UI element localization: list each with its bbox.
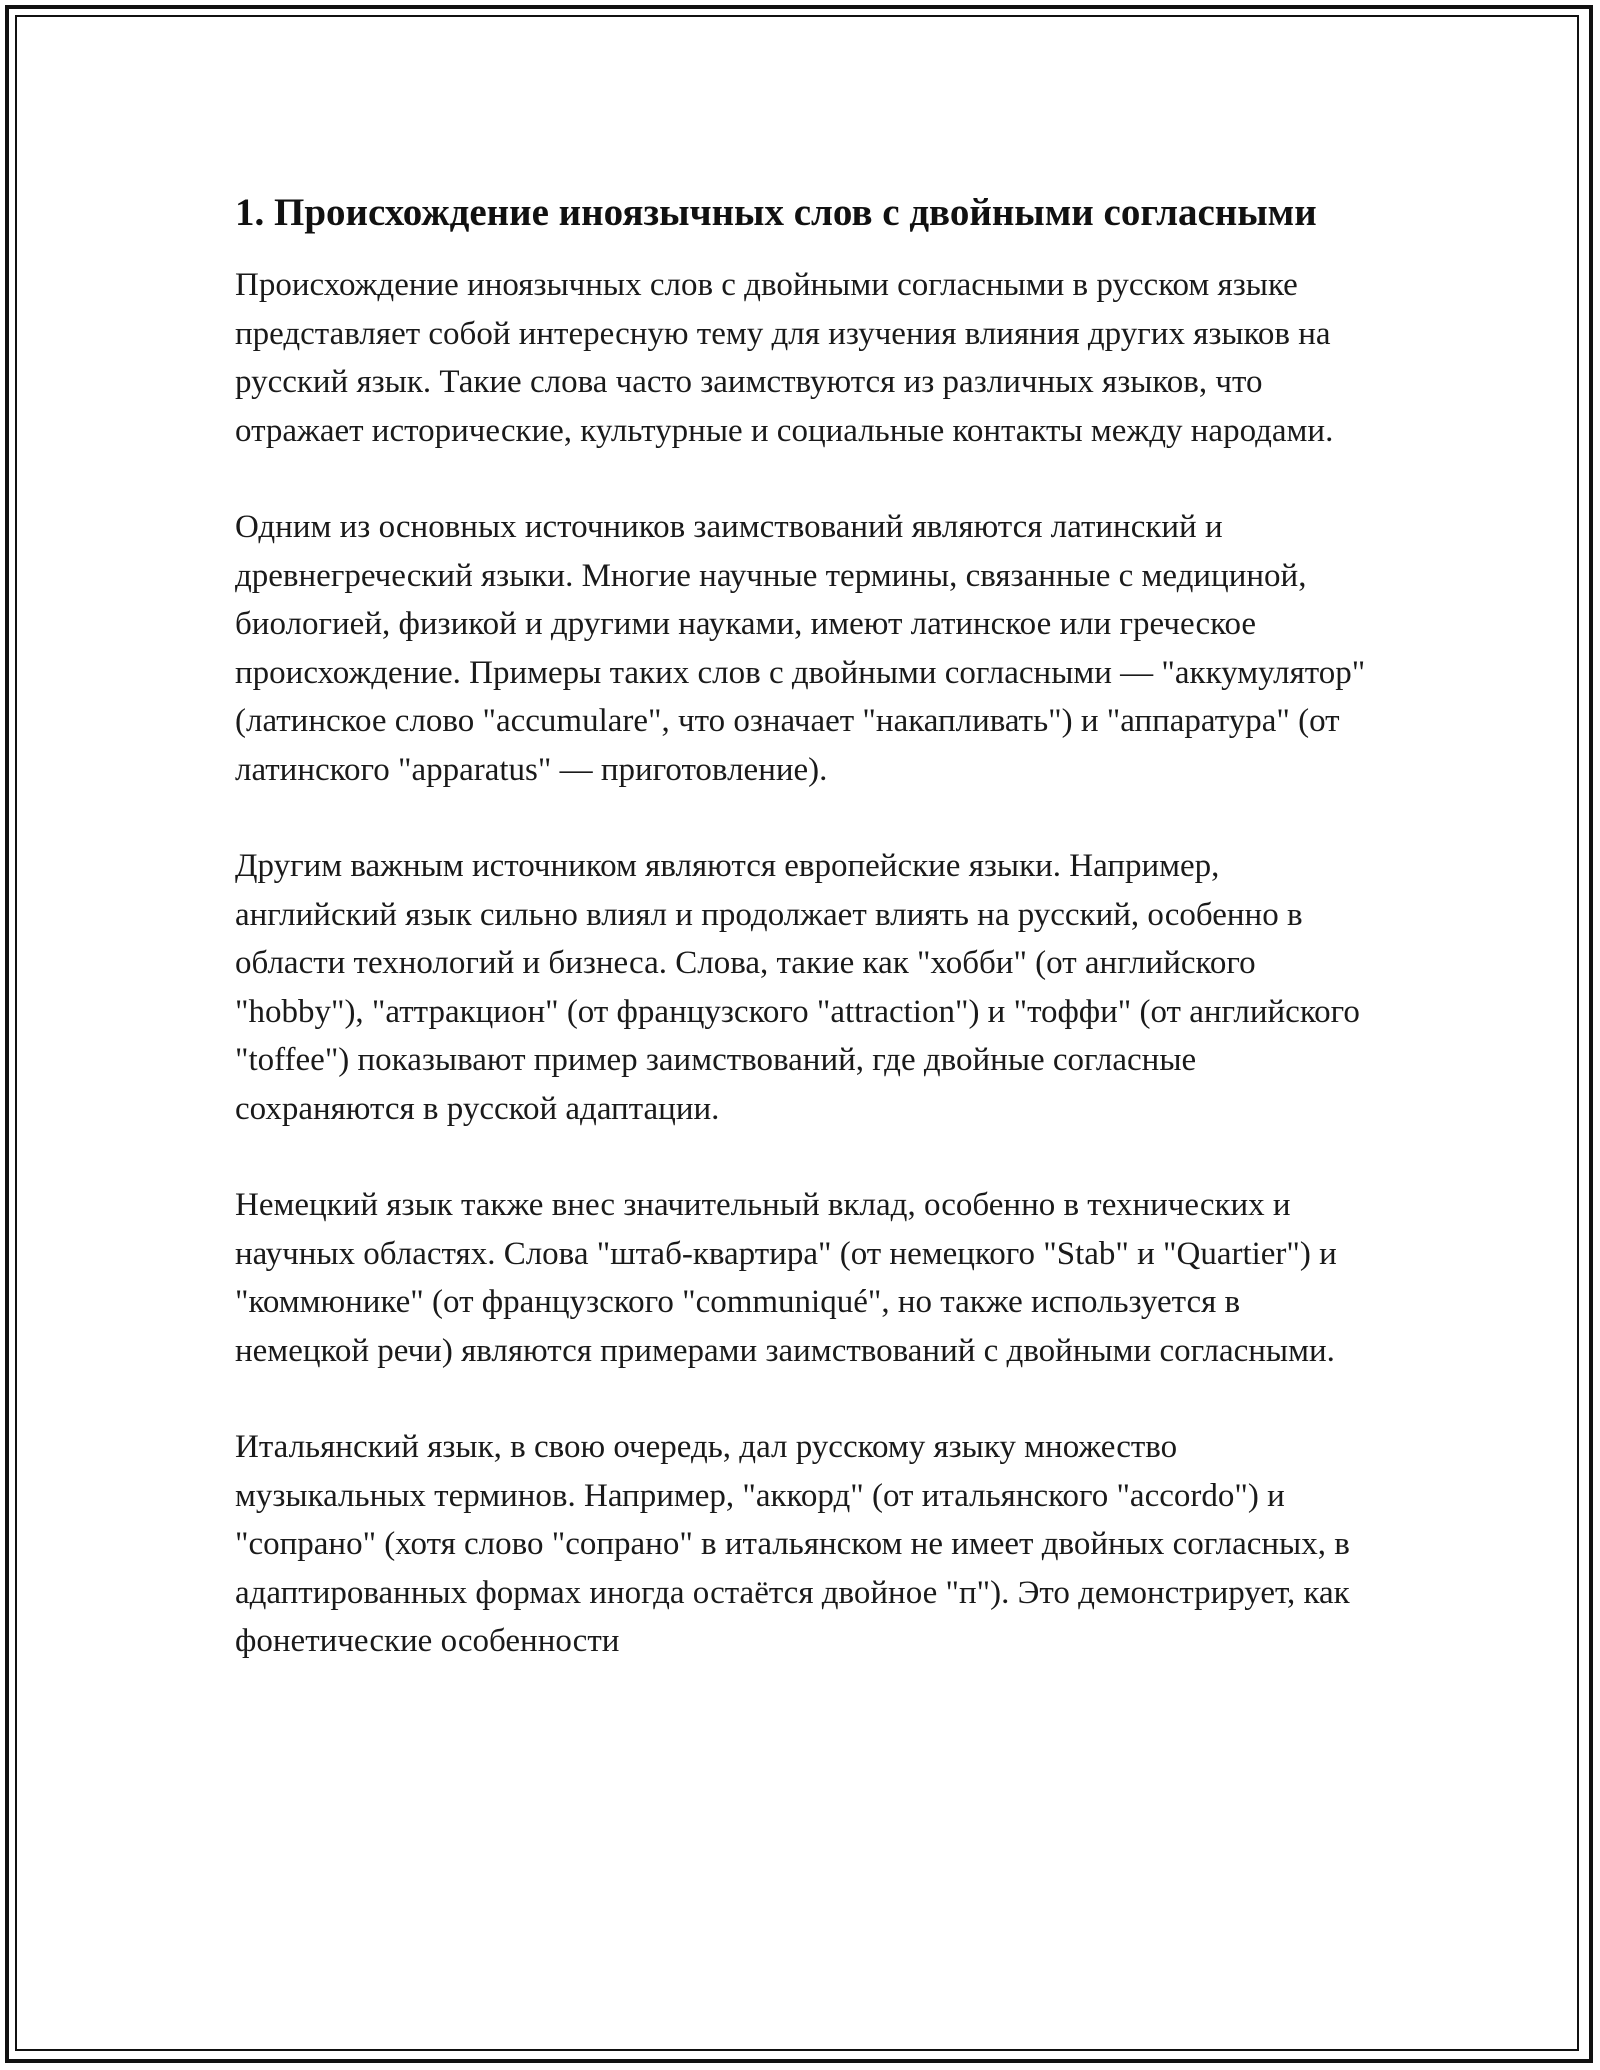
- paragraph-german: Немецкий язык также внес значительный вклад, особенно в технических и научных областях. Слова "штаб-квартира" (от немецкого "Stab" и "Quartier") и "коммюнике" (от французского "communiqué", но также используется в немецкой речи) являются примерами заимствований с двойными согласными.: [235, 1187, 1337, 1369]
- paragraph-latin-greek: Одним из основных источников заимствований являются латинский и древнегреческий языки. Многие научные термины, связанные с медициной, биологией, физикой и другими науками, имеют латинское или греческое происхождение. Примеры таких слов с двойными согласными — "аккумулятор" (латинское слово "accumulare", что означает "накапливать") и "аппаратура" (от латинского "apparatus" — приготовление).: [235, 509, 1366, 788]
- paragraph-european: Другим важным источником являются европейские языки. Например, английский язык сильно влиял и продолжает влиять на русский, особенно в области технологий и бизнеса. Слова, такие как "хобби" (от английского "hobby"), "аттракцион" (от французского "attraction") и "тоффи" (от английского "toffee") показывают пример заимствований, где двойные согласные сохраняются в русской адаптации.: [235, 848, 1360, 1127]
- paragraph-intro: Происхождение иноязычных слов с двойными согласными в русском языке представляет собой интересную тему для изучения влияния других языков на русский язык. Такие слова часто заимствуются из различных языков, что отражает исторические, культурные и социальные контакты между народами.: [235, 267, 1334, 449]
- section-heading: 1. Происхождение иноязычных слов с двойными согласными: [235, 191, 1317, 234]
- paragraph-italian: Итальянский язык, в свою очередь, дал русскому языку множество музыкальных терминов. Например, "аккорд" (от итальянского "accordo") и "сопрано" (хотя слово "сопрано" в итальянском не имеет двойных согласных, в адаптированных формах иногда остаётся двойное "п"). Это демонстрирует, как фонетические особенности: [235, 1429, 1350, 1659]
- document-body: [235, 185, 1375, 1714]
